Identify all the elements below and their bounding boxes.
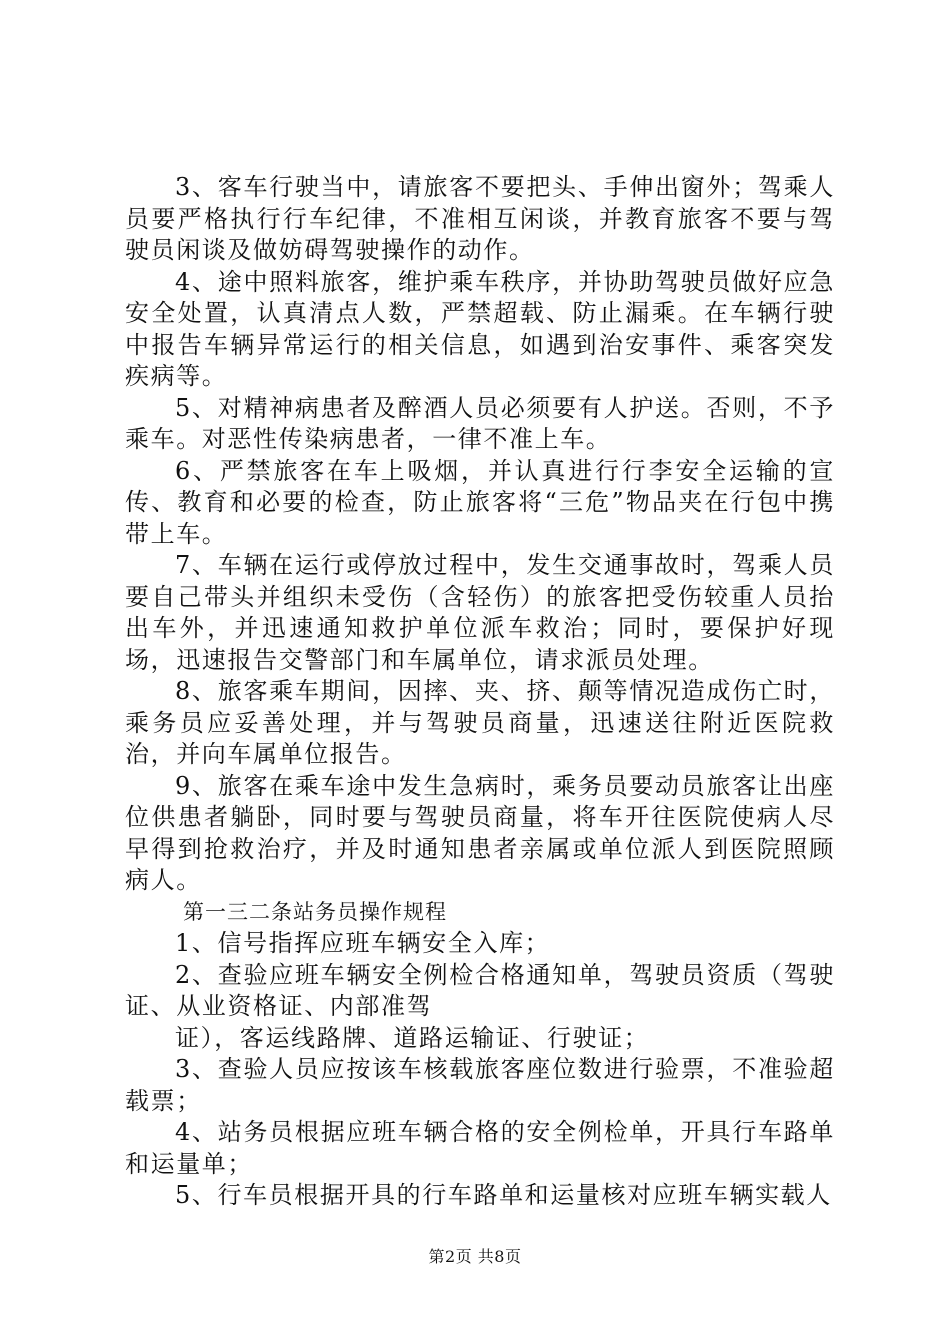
item-5: 5、行车员根据开具的行车路单和运量核对应班车辆实载人	[175, 1181, 832, 1209]
paragraph-7: 7、车辆在运行或停放过程中，发生交通事故时，驾乘人员要自己带头并组织未受伤（含轻伤）的旅客把受伤较重人员抬出车外，并迅速通知救护单位派车救治；同时，要保护好现场，迅速报告交警部门和车属单位，请求派员处理。	[125, 551, 835, 674]
item-2-continued: 证），客运线路牌、道路运输证、行驶证；	[175, 1023, 650, 1052]
paragraph-4: 4、途中照料旅客，维护乘车秩序，并协助驾驶员做好应急安全处置，认真清点人数，严禁超载、防止漏乘。在车辆行驶中报告车辆异常运行的相关信息，如遇到治安事件、乘客突发疾病等。	[125, 267, 835, 390]
paragraph-9: 9、旅客在乘车途中发生急病时，乘务员要动员旅客让出座位供患者躺卧，同时要与驾驶员商量，将车开往医院使病人尽早得到抢救治疗，并及时通知患者亲属或单位派人到医院照顾病人。	[125, 771, 835, 894]
page-number-footer: 第2页 共8页	[428, 1247, 522, 1266]
section-heading: 第一三二条站务员操作规程	[183, 899, 447, 924]
item-3: 3、查验人员应按该车核载旅客座位数进行验票，不准验超载票；	[125, 1055, 835, 1115]
item-4: 4、站务员根据应班车辆合格的安全例检单，开具行车路单和运量单；	[125, 1118, 835, 1178]
paragraph-6: 6、严禁旅客在车上吸烟，并认真进行行李安全运输的宣传、教育和必要的检查，防止旅客将“三危”物品夹在行包中携带上车。	[125, 456, 835, 548]
paragraph-8: 8、旅客乘车期间，因摔、夹、挤、颠等情况造成伤亡时，乘务员应妥善处理，并与驾驶员商量，迅速送往附近医院救治，并向车属单位报告。	[125, 677, 835, 768]
paragraph-5: 5、对精神病患者及醉酒人员必须要有人护送。否则，不予乘车。对恶性传染病患者，一律不准上车。	[125, 393, 835, 453]
item-1: 1、信号指挥应班车辆安全入库；	[175, 929, 551, 957]
item-2: 2、查验应班车辆安全例检合格通知单，驾驶员资质（驾驶证、从业资格证、内部准驾	[125, 960, 835, 1020]
document-body	[125, 172, 835, 1212]
paragraph-3: 3、客车行驶当中，请旅客不要把头、手伸出窗外；驾乘人员要严格执行行车纪律，不准相互闲谈，并教育旅客不要与驾驶员闲谈及做妨碍驾驶操作的动作。	[125, 173, 835, 264]
